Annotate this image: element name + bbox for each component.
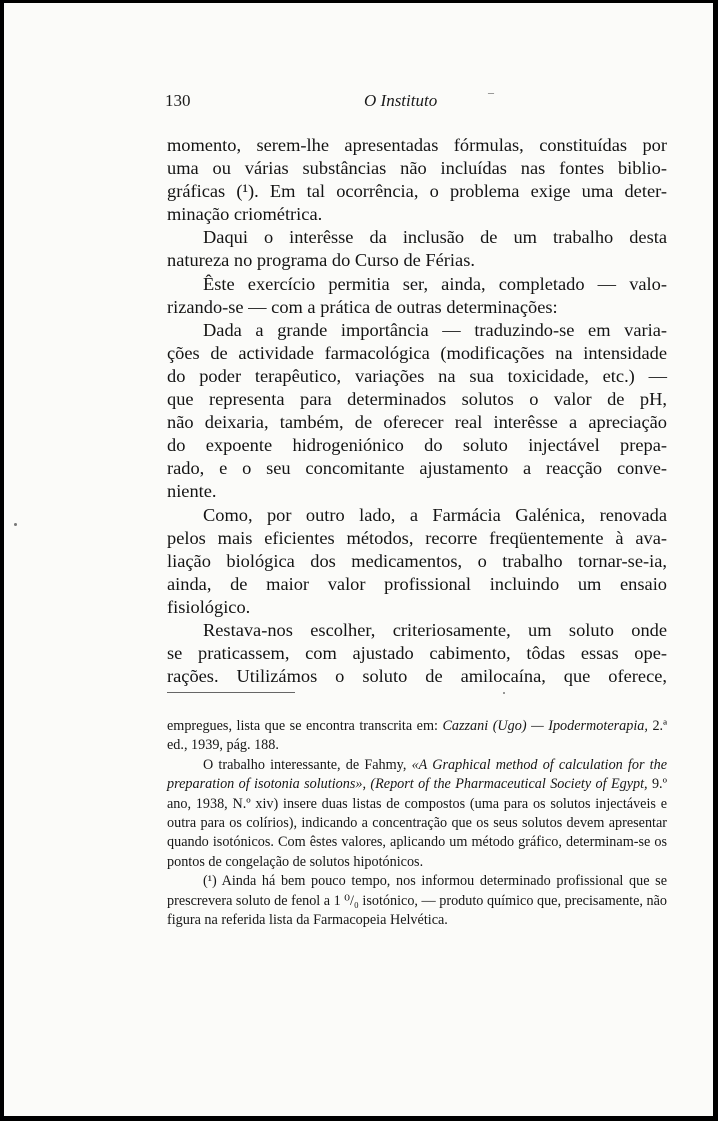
page-header	[4, 85, 713, 115]
footnote-rule	[167, 692, 295, 693]
body-line: Daqui o interêsse da inclusão de um trabalho desta	[203, 227, 667, 248]
body-text	[167, 134, 667, 688]
header-mark: –	[488, 85, 494, 99]
body-line: natureza no programa do Curso de Férias.	[167, 250, 475, 271]
body-line: liação biológica dos medicamentos, o trabalho tornar-se-ia,	[167, 550, 667, 571]
body-line: niente.	[167, 481, 217, 502]
page-number: 130	[165, 91, 191, 110]
body-line: Êste exercício permitia ser, ainda, completado — valo-	[203, 273, 667, 294]
body-line: rado, e o seu concomitante ajustamento a reacção conve-	[167, 458, 667, 479]
body-line: rizando-se — com a prática de outras determinações:	[167, 296, 558, 317]
body-line: ainda, de maior valor profissional incluindo um ensaio	[167, 573, 667, 594]
body-line: gráficas (¹). Em tal ocorrência, o problema exige uma deter-	[167, 181, 667, 202]
body-line: fisiológico.	[167, 596, 251, 617]
body-line: se praticassem, com ajustado cabimento, tôdas essas ope-	[167, 643, 667, 664]
footnote-fahmy: O trabalho interessante, de Fahmy, «A Graphical method of calculation for the preparation of isotonia solutions», (Report of the Pharmaceutical Society of Egypt, 9.º ano, 1938, N.º xiv) insere duas listas de compostos (uma para os solutos injectáveis e outra para os colírios), indicando a concentração que os seus solutos devem apresentar quando isotónicos. Com êstes valores, aplicando um método gráfico, determinam-se os pontos de congelação de solutos hipotónicos.	[167, 756, 667, 870]
footnote-continuation: empregues, lista que se encontra transcrita em: Cazzani (Ugo) — Ipodermoterapia, 2.ª ed., 1939, pág. 188.	[167, 718, 667, 754]
body-line: ções de actividade farmacológica (modificações na intensidade	[167, 342, 667, 363]
scan-speck	[503, 692, 505, 694]
running-title: O Instituto	[364, 91, 438, 110]
body-line: rações. Utilizámos o soluto de amilocaína, que oferece,	[167, 666, 667, 687]
body-line: do poder terapêutico, variações na sua toxicidade, etc.) —	[167, 365, 667, 386]
scan-speck	[14, 523, 17, 526]
body-line: Dada a grande importância — traduzindo-se em varia-	[203, 319, 667, 340]
body-line: Restava-nos escolher, criteriosamente, um soluto onde	[203, 619, 667, 640]
footnote-1: (¹) Ainda há bem pouco tempo, nos informou determinado profissional que se prescrevera soluto de fenol a 1 ⁰/₀ isotónico, — produto químico que, precisamente, não figura na referida lista da Farmacopeia Helvética.	[167, 873, 667, 929]
body-line: uma ou várias substâncias não incluídas nas fontes biblio-	[167, 158, 667, 179]
body-line: pelos mais eficientes métodos, recorre freqüentemente à ava-	[167, 527, 667, 548]
scanned-page	[4, 3, 713, 1116]
body-line: momento, serem-lhe apresentadas fórmulas, constituídas por	[167, 135, 667, 155]
body-line: que representa para determinados solutos o valor de pH,	[167, 389, 667, 410]
body-line: Como, por outro lado, a Farmácia Galénica, renovada	[203, 504, 667, 525]
body-line: do expoente hidrogeniónico do soluto injectável prepa-	[167, 435, 667, 456]
body-line: não deixaria, também, de oferecer real interêsse a apreciação	[167, 412, 667, 433]
footnotes	[167, 717, 667, 930]
body-line: minação criométrica.	[167, 204, 323, 225]
